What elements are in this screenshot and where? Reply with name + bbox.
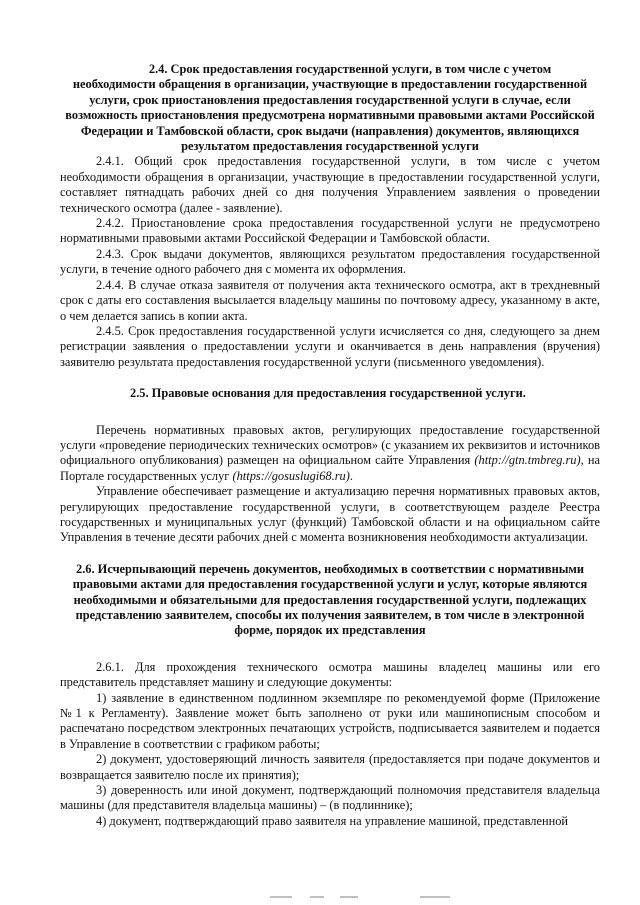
- paragraph-2-6-1: 2.6.1. Для прохождения технического осмотра машины владелец машины или его представитель представляет машину и следующие документы:: [60, 659, 600, 690]
- paragraph-2-5-1-text-b: , на Портале государственных услуг: [60, 453, 601, 483]
- section-2-4-heading: [60, 62, 600, 154]
- paragraph-2-4-5: 2.4.5. Срок предоставления государственной услуги исчисляется со дня, следующего за днем регистрации заявления о предоставлении услуги и оканчивается в день направления (вручения) заявителю результата предоставления государственной услуги (письменного уведомления).: [60, 323, 600, 369]
- document-page: [60, 62, 600, 829]
- list-item-1: 1) заявление в единственном подлинном экземпляре по рекомендуемой форме (Приложение №1 к Регламенту). Заявление может быть заполнено от руки или машинописным способом и распечатано посредством электронных печатающих устройств, подписывается заявителем и подается в Управление в соответствии с графиком работы;: [60, 690, 600, 751]
- paragraph-2-5-1-text-c: .: [349, 468, 353, 483]
- section-2-5-heading: 2.5. Правовые основания для предоставления государственной услуги.: [130, 386, 526, 401]
- paragraph-2-5-2: Управление обеспечивает размещение и актуализацию перечня нормативных правовых актов, регулирующих предоставление государственной услуги, в соответствующем разделе Реестра государственных и муниципальных услуг (функций) Тамбовской области и на официальном сайте Управления в течение десяти рабочих дней с момента возникновения необходимости актуализации.: [60, 484, 600, 545]
- scan-footer-marks: [270, 896, 470, 900]
- paragraph-2-4-1: 2.4.1. Общий срок предоставления государственной услуги, в том числе с учетом необходимости обращения в организации, участвующие в предоставлении государственной услуги, составляет пятнадцать рабочих дней со дня получения Управлением заявления о проведении технического осмотра (далее - заявление).: [60, 154, 600, 215]
- paragraph-2-4-3: 2.4.3. Срок выдачи документов, являющихся результатом предоставления государственной услуги, в течение одного рабочего дня с момента их оформления.: [60, 246, 600, 277]
- official-site-link[interactable]: (http://gtn.tmbreg.ru): [474, 453, 581, 468]
- section-2-6-heading: 2.6. Исчерпывающий перечень документов, необходимых в соответствии с нормативными правовыми актами для предоставления государственной услуги и услуг, которые являются необходимыми и обязательными для предоставления государственной услуги, подлежащих представлению заявителем, способы их получения заявителем, в том числе в электронной форме, порядок их представления: [72, 561, 588, 638]
- paragraph-2-5-1: [60, 423, 600, 485]
- paragraph-2-4-4: 2.4.4. В случае отказа заявителя от получения акта технического осмотра, акт в трехдневный срок с даты его составления высылается владельцу машины по почтовому адресу, указанному в акте, о чем делается запись в копии акта.: [60, 277, 600, 323]
- section-2-4-heading-line1: 2.4. Срок предоставления государственной услуги, в том числе с учетом: [148, 62, 552, 76]
- list-item-2: 2) документ, удостоверяющий личность заявителя (предоставляется при подаче документов и возвращается заявителю после их принятия);: [60, 752, 600, 782]
- list-item-4: 4) документ, подтверждающий право заявителя на управление машиной, представленной: [96, 813, 569, 828]
- paragraph-2-4-2: 2.4.2. Приостановление срока предоставления государственной услуги не предусмотрено нормативными правовыми актами Российской Федерации и Тамбовской области.: [60, 216, 600, 246]
- gosuslugi-portal-link[interactable]: (https://gosuslugi68.ru): [232, 468, 350, 483]
- list-item-3: 3) доверенность или иной документ, подтверждающий полномочия представителя владельца машины (для представителя владельца машины) – (в подлиннике);: [60, 783, 600, 813]
- section-2-4-heading-rest: необходимости обращения в организации, участвующие в предоставлении государственной услуги, срок приостановления предоставления государственной услуги в случае, если возможность приостановления предусмотрена нормативными правовыми актами Российской Федерации и Тамбовской области, срок выдачи (направления) документов, являющихся результатом предоставления государственной услуги: [65, 77, 595, 154]
- paragraph-2-5-1-text-a: Перечень нормативных правовых актов, регулирующих предоставление государственной услуги «проведение периодических технических осмотров» (с указанием их реквизитов и источников официального опубликования) размещен на официальном сайте Управления: [60, 422, 600, 468]
